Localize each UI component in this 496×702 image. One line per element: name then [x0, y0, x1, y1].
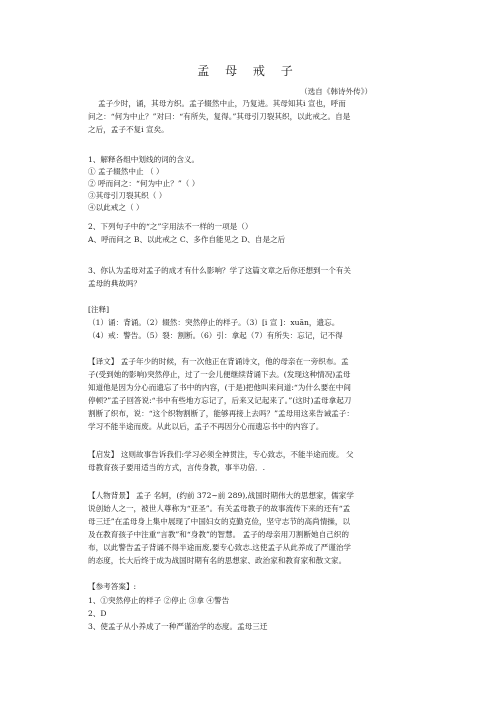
- background-line: 及在教育孩子中注重“言教”和“身教”的智慧。 孟子的母亲用刀割断她自己织的: [88, 530, 349, 539]
- translation-line: 停顿?”孟子回答说:“书中有些地方忘记了，后来又记起来了。”(这时)孟母拿起刀: [88, 396, 352, 405]
- passage-line: 问之：“何为中止？”对曰：“有所失，复得。”其母引刀裂其织，以此戒之。自是: [88, 112, 351, 121]
- question-1-item: ① 孟子辍然中止 （ ）: [88, 167, 164, 176]
- document-title: 孟 母 戒 子: [197, 64, 299, 78]
- notes-line: （1）诵：背诵。（2）辍然：突然停止的样子。（3）[i 宣 ]：xuān，遗忘。: [88, 318, 340, 327]
- source-citation: （选自《韩诗外传》）: [300, 87, 373, 96]
- question-1-heading: 1、解释各组中划线的词的含义。: [88, 155, 200, 164]
- background-line: 【人物背景】 孟子 名轲，(约前 372~前 289),战国时期伟大的思想家，儒家学: [88, 491, 354, 500]
- background-line: 说创始人之一，被世人尊称为“亚圣”。有关孟母教子的故事流传下来的还有“孟: [88, 504, 351, 513]
- question-3-line: 孟母的典故吗？: [88, 279, 142, 288]
- question-1-item: ④以此戒之（ ）: [88, 203, 144, 212]
- background-line: 布，以此警告孟子背诵不得半途而废,要专心致志.这使孟子从此养成了严谨治学: [88, 543, 352, 552]
- passage-line: 孟子少时，诵，其母方织。孟子辍然中止，乃复进。其母知其i 宣也，呼而: [98, 99, 346, 108]
- question-3-line: 3、你认为孟母对孟子的成才有什么影响？学了这篇文章之后你还想到一个有关: [88, 266, 352, 275]
- question-1-item: ② 呼而问之：“何为中止？”（ ）: [88, 179, 200, 188]
- answer-line: 1、①突然停止的样子 ②停止 ③拿 ④警告: [88, 596, 230, 605]
- translation-line: 学习不能半途而废。从此以后，孟子不再因分心而遗忘书中的内容了。: [88, 422, 324, 431]
- insight-line: 母教育孩子要用适当的方式，言传身教，事半功倍．.: [88, 463, 266, 472]
- background-line: 的态度，长大后终于成为战国时期有名的思想家、政治家和教育家和散文家。: [88, 556, 347, 565]
- question-1-item: ③其母引刀裂其织（ ）: [88, 191, 167, 200]
- notes-label: [注释]: [88, 305, 110, 314]
- answers-label: 【参考答案】:: [88, 582, 137, 591]
- background-line: 母三迁”在孟母身上集中展现了中国妇女的克勤克俭，坚守志节的高尚情操，以: [88, 517, 351, 526]
- passage-line: 之后，孟子不复i 宣矣。: [88, 125, 169, 134]
- translation-line: 【译文】 孟子年少的时候，有一次他正在背诵诗文，他的母亲在一旁织布。孟: [88, 357, 349, 366]
- question-2-stem: 2、下列句子中的“之”字用法不一样的一项是（）: [88, 222, 253, 231]
- answer-line: 3、使孟子从小养成了一种严谨治学的态度。孟母三迁: [88, 622, 268, 631]
- answer-line: 2、D: [88, 609, 107, 618]
- question-2-options: A、呼而问之 B、以此戒之 C、多作自能见之 D、自是之后: [88, 235, 286, 244]
- translation-line: 子(受到她的影响)突然停止，过了一会儿便继续背诵下去。(发现这种情况)孟母: [88, 370, 351, 379]
- notes-line: （4）戒：警告。（5）裂：割断。（6）引：拿起（7）有所失：忘记，记不得: [88, 331, 343, 340]
- translation-line: 知道他是因为分心而遗忘了书中的内容，(于是)把他叫来问道:“为什么要在中间: [88, 383, 351, 392]
- translation-line: 割断了织布，说：“这个织物割断了，能够再接上去吗？”孟母用这来告诫孟子：: [88, 409, 354, 418]
- insight-line: 【启发】 这则故事告诉我们:学习必须全神贯注，专心致志，不能半途而废。 父: [88, 450, 354, 459]
